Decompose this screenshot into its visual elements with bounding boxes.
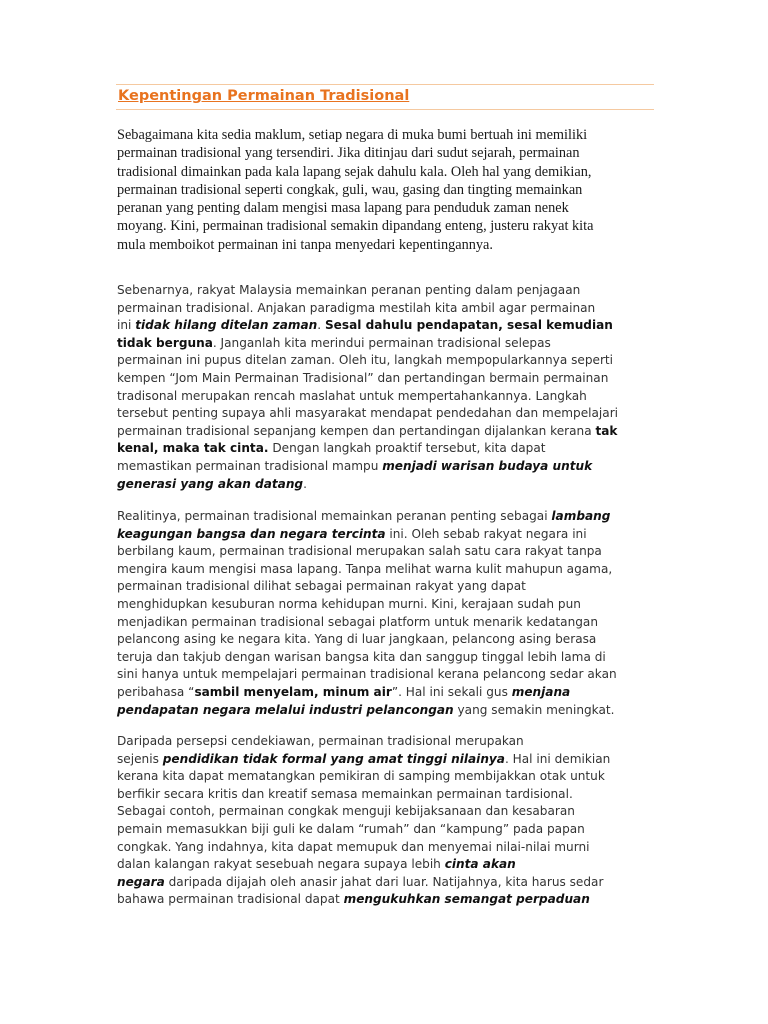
text-line [117,561,662,579]
body-text: congkak. Yang indahnya, kita dapat memupuk dan menyemai nilai-nilai murni [117,839,590,854]
body-text: Daripada persepsi cendekiawan, permainan tradisional merupakan [117,734,524,748]
paragraph-intro [117,126,662,254]
body-text: . Hal ini demikian [504,751,611,766]
text-line [117,856,662,874]
emphasis-text: negara [117,874,165,889]
body-text: berfikir secara kritis dan kreatif semasa memainkan permainan tardisional. [117,786,573,801]
text-line [117,768,662,786]
body-text: tradisonal merupakan rencah maslahat untuk mempertahankannya. Langkah [117,388,587,403]
body-text: . [303,476,307,491]
text-line [117,702,662,720]
text-line [117,300,662,318]
text-line [117,684,662,702]
text-line [117,786,662,804]
body-text: sini hanya untuk mempelajari permainan tradisional kerana pelancong sedar akan [117,667,617,682]
body-text: sejenis [117,751,163,766]
body-text: permainan tradisional dilihat sebagai permainan rakyat yang dapat [117,579,526,594]
text-line [117,317,662,335]
body-text: tersebut penting supaya ahli masyarakat mendapat pendedahan dan mempelajari [117,406,619,421]
body-text: permainan tradisional sepanjang kempen dan pertandingan dijalankan kerana [117,423,596,438]
text-line [117,596,662,614]
body-text: bahawa permainan tradisional dapat [117,892,344,907]
text-line [117,891,662,909]
body-text: menghidupkan kesuburan norma kehidupan murni. Kini, kerajaan sudah pun [117,596,581,611]
emphasis-text: Sesal dahulu pendapatan, sesal kemudian [324,318,613,333]
paragraph-pendidikan [117,733,662,909]
body-text: mula memboikot permainan ini tanpa menyedari kepentingannya. [117,236,493,253]
body-text: pemain memasukkan biji guli ke dalam “rumah” dan “kampung” pada papan [117,821,585,836]
emphasis-text: kenal, maka tak cinta. [117,441,269,456]
text-line [117,839,662,857]
body-text: permainan tradisional. Anjakan paradigma mestilah kita ambil agar permainan [117,300,596,315]
text-line [117,458,662,476]
body-text: mengira kaum mengisi masa lapang. Tanpa melihat warna kulit mahupun agama, [117,561,613,576]
body-text: moyang. Kini, permainan tradisional semakin dipandang enteng, justeru rakyat kita [117,218,594,235]
text-line [117,666,662,684]
text-line [117,335,662,353]
body-text: ini. Oleh sebab rakyat negara ini [385,526,587,541]
text-line [117,543,662,561]
paragraph-penjagaan [117,282,662,493]
text-line [117,526,662,544]
text-line [117,163,662,181]
body-text: dalan kalangan rakyat sesebuah negara supaya lebih [117,857,445,872]
body-text: permainan tradisional yang tersendiri. Jika ditinjau dari sudut sejarah, permainan [117,145,580,162]
emphasis-text: cinta akan [444,857,516,872]
body-text: permainan ini pupus ditelan zaman. Oleh itu, langkah mempopularkannya seperti [117,353,614,368]
body-text: pelancong asing ke negara kita. Yang di luar jangkaan, pelancong asing berasa [117,632,597,647]
body-text: peribahasa “ [117,684,195,699]
emphasis-text: pendidikan tidak formal yang amat tinggi nilainya [162,751,505,766]
emphasis-text: tak [595,423,618,438]
emphasis-text: keagungan bangsa dan negara tercinta [117,526,386,541]
body-text: kerana kita dapat mematangkan pemikiran di samping membijakkan otak untuk [117,769,605,784]
emphasis-text: lambang [551,509,611,523]
text-line [117,476,662,494]
body-text: . Janganlah kita merindui permainan tradisional selepas [212,335,551,350]
text-line [117,388,662,406]
body-text: peranan yang penting dalam mengisi masa lapang para penduduk zaman nenek [117,200,569,217]
body-text: Sebagai contoh, permainan congkak menguji kebijaksanaan dan kesabaran [117,804,575,819]
text-line [117,126,662,144]
title-bar [116,84,654,110]
article-title: Kepentingan Permainan Tradisional [118,88,410,104]
text-line [117,631,662,649]
body-text: ”. Hal ini sekali gus [391,684,512,699]
text-line [117,236,662,254]
body-text: Sebenarnya, rakyat Malaysia memainkan peranan penting dalam penjagaan [117,283,581,297]
text-line [117,405,662,423]
emphasis-text: pendapatan negara melalui industri pelancongan [117,702,454,717]
text-line [117,181,662,199]
text-line [117,423,662,441]
body-text: daripada dijajah oleh anasir jahat dari luar. Natijahnya, kita harus sedar [164,874,604,889]
body-text: Sebagaimana kita sedia maklum, setiap negara di muka bumi bertuah ini memiliki [117,127,588,143]
emphasis-text: tidak berguna [117,335,213,350]
emphasis-text: tidak hilang ditelan zaman [135,318,318,333]
text-line [117,352,662,370]
paragraph-lambang [117,508,662,719]
emphasis-text: sambil menyelam, minum air [194,684,392,699]
body-text: permainan tradisional seperti congkak, guli, wau, gasing dan tingting memainkan [117,181,583,198]
body-text: berbilang kaum, permainan tradisional merupakan salah satu cara rakyat tanpa [117,544,602,559]
text-line [117,508,662,526]
emphasis-text: menjana [511,684,571,699]
emphasis-text: menjadi warisan budaya untuk [382,458,593,473]
body-text: menjadikan permainan tradisional sebagai platform untuk menarik kedatangan [117,614,599,629]
body-text: ini [117,318,136,333]
text-line [117,144,662,162]
text-line [117,578,662,596]
text-line [117,821,662,839]
text-line [117,199,662,217]
text-line [117,803,662,821]
text-line [117,733,662,751]
text-line [117,282,662,300]
body-text: tradisional dimainkan pada kala lapang sejak dahulu kala. Oleh hal yang demikian, [117,163,592,180]
body-text: . [317,318,325,333]
body-text: teruja dan takjub dengan warisan bangsa kita dan sanggup tinggal lebih lama di [117,649,606,664]
body-text: memastikan permainan tradisional mampu [117,458,383,473]
text-line [117,217,662,235]
text-line [117,751,662,769]
body-text: kempen “Jom Main Permainan Tradisional” dan pertandingan bermain permainan [117,370,609,385]
text-line [117,649,662,667]
body-text: Dengan langkah proaktif tersebut, kita dapat [268,441,546,456]
text-line [117,874,662,892]
text-line [117,440,662,458]
emphasis-text: mengukuhkan semangat perpaduan [343,892,590,907]
emphasis-text: generasi yang akan datang [117,476,304,491]
body-text: Realitinya, permainan tradisional memainkan peranan penting sebagai [117,509,552,523]
text-line [117,614,662,632]
text-line [117,370,662,388]
body-text: yang semakin meningkat. [453,702,615,717]
